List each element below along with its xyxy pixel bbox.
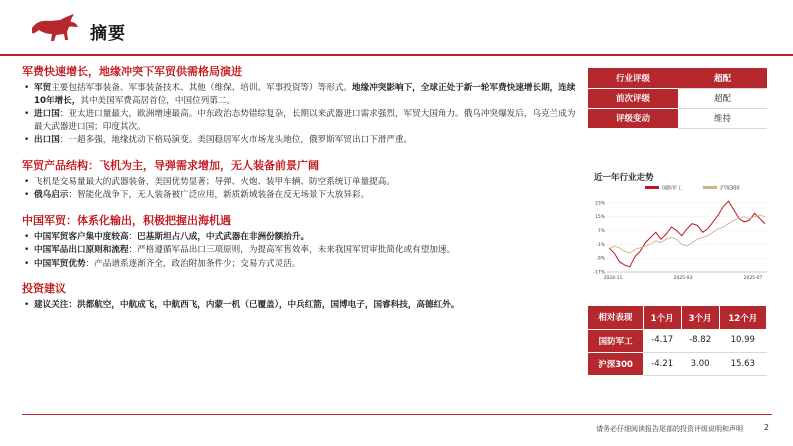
rating-table bbox=[588, 68, 767, 129]
cell-3m: 3.00 bbox=[681, 352, 719, 375]
section-title: 军贸产品结构：飞机为主，导弹需求增加，无人装备前景广阔 bbox=[22, 158, 319, 172]
section-china-trade bbox=[22, 213, 582, 271]
rating-key: 评级变动 bbox=[588, 108, 678, 128]
y-tick-label: 7% bbox=[597, 229, 605, 235]
bullet-label: 军贸 bbox=[34, 83, 52, 93]
section-product-structure bbox=[22, 158, 582, 202]
chart-axes bbox=[593, 200, 767, 281]
bullet-text: ：亚太进口量最大，欧洲增速最高。中东政治态势错综复杂，长期以来武器进口需求强烈，军贸大国角力。俄乌冲突爆发后，乌克兰成为最大武器进口国；印度其次。 bbox=[34, 109, 576, 132]
list-item bbox=[22, 231, 582, 244]
legend-label-defense: 国防军工 bbox=[662, 185, 683, 192]
rating-value: 超配 bbox=[678, 88, 767, 108]
column-header: 12个月 bbox=[719, 306, 766, 329]
page-header bbox=[0, 0, 793, 56]
list-item bbox=[22, 189, 582, 202]
bullet-text: ：一超多强，地缘扰动下格局演变。美国稳居军火市场龙头地位，俄罗斯军贸出口下滑严重。 bbox=[59, 135, 413, 145]
x-tick-label: 2025-03 bbox=[673, 276, 693, 281]
footer-divider bbox=[22, 414, 772, 415]
y-tick-label: -9% bbox=[596, 256, 605, 262]
series-line-defense bbox=[609, 201, 765, 267]
list-item bbox=[22, 108, 582, 133]
cell-3m: -8.82 bbox=[681, 329, 719, 352]
bullet-text: ：产品谱系逐渐齐全，政治附加条件少；交易方式灵活。 bbox=[85, 258, 301, 269]
x-tick-label: 2025-07 bbox=[743, 276, 763, 281]
y-tick-label: -17% bbox=[593, 270, 605, 276]
table-row bbox=[588, 88, 767, 108]
bullet-text: ：智能化战争下，无人装备被广泛应用，新质新域装备在反无场景下大放异彩。 bbox=[68, 190, 370, 200]
table-header-row bbox=[588, 306, 767, 329]
y-tick-label: -1% bbox=[596, 242, 605, 248]
bullet-text: ：严格遵循军品出口三项原则，为提高军售效率，未来我国军贸审批简化或有望加速。 bbox=[128, 245, 456, 255]
page-title: 摘要 bbox=[90, 24, 126, 44]
cell-12m: 15.63 bbox=[719, 352, 766, 375]
table-row bbox=[588, 68, 767, 88]
x-tick-label: 2024-11 bbox=[603, 276, 623, 281]
bullet-label: 建议关注：洪都航空，中航成飞，中航西飞，内蒙一机（已覆盖），中兵红箭，国博电子，国睿科技，高德红外。 bbox=[34, 300, 460, 310]
summary-body bbox=[22, 64, 582, 313]
legend-label-hs300: 沪深300 bbox=[720, 185, 740, 192]
rating-key: 行业评级 bbox=[588, 68, 678, 88]
bull-logo-icon bbox=[30, 8, 80, 48]
y-tick-label: 23% bbox=[594, 201, 605, 207]
list-item bbox=[22, 176, 582, 189]
legend-swatch-defense bbox=[645, 186, 659, 189]
cell-1m: -4.17 bbox=[643, 329, 681, 352]
y-tick-label: 15% bbox=[594, 215, 605, 221]
chart-legend bbox=[645, 185, 740, 192]
list-item bbox=[22, 244, 582, 257]
cell-1m: -4.21 bbox=[643, 352, 681, 375]
bullet-label: 中国军品出口原则和流程 bbox=[34, 245, 129, 255]
chart-title: 近一年行业走势 bbox=[594, 173, 654, 183]
section-military-spending bbox=[22, 64, 582, 147]
performance-table bbox=[588, 306, 767, 376]
bullet-label: 进口国 bbox=[34, 109, 60, 119]
bullet-text: 主要包括军事装备、军事装备技术、其他（维保、培训、军事投资等）等形式。 bbox=[51, 83, 352, 93]
rating-value: 超配 bbox=[678, 68, 767, 88]
bullet-label: 中国军贸优势 bbox=[34, 258, 86, 269]
list-item bbox=[22, 82, 582, 107]
footer-disclaimer: 请务必仔细阅读报告尾部的投资评级说明和声明 bbox=[596, 425, 743, 433]
column-header: 3个月 bbox=[681, 306, 719, 329]
section-investment-advice bbox=[22, 281, 582, 312]
list-item bbox=[22, 299, 582, 312]
header-divider bbox=[0, 54, 793, 56]
column-header: 1个月 bbox=[643, 306, 681, 329]
table-row bbox=[588, 108, 767, 128]
cell-12m: 10.99 bbox=[719, 329, 766, 352]
section-title: 军费快速增长，地缘冲突下军贸供需格局演进 bbox=[22, 65, 242, 78]
chart-lines bbox=[609, 201, 765, 267]
table-row bbox=[588, 352, 767, 375]
section-title: 中国军贸：体系化输出，积极把握出海机遇 bbox=[22, 213, 231, 227]
bullet-label: 俄乌启示 bbox=[34, 190, 69, 200]
rating-key: 前次评级 bbox=[588, 88, 678, 108]
rating-value: 维持 bbox=[678, 108, 767, 128]
row-name: 沪深300 bbox=[588, 352, 643, 375]
list-item bbox=[22, 258, 582, 271]
list-item bbox=[22, 134, 582, 147]
legend-swatch-hs300 bbox=[703, 186, 717, 189]
row-name: 国防军工 bbox=[588, 329, 643, 352]
bullet-emphasis: 地缘冲突影响下，全球正处于新一轮军费快速增长期，连续10年增长， bbox=[34, 83, 576, 106]
bullet-label: 出口国 bbox=[34, 135, 60, 145]
bullet-text: ： bbox=[128, 231, 138, 242]
bullet-label: 中国军贸客户集中度较高 bbox=[34, 231, 129, 242]
section-title: 投资建议 bbox=[22, 282, 66, 295]
column-header: 相对表现 bbox=[588, 306, 643, 329]
table-row bbox=[588, 329, 767, 352]
page-number: 2 bbox=[763, 423, 769, 432]
bullet-text: 飞机是交易量最大的武器装备，美国优势显著；导弹、火炮、装甲车辆、防空系统订单量提高。 bbox=[34, 176, 395, 187]
bullet-emphasis: 巴基斯坦占八成，中式武器在非洲份额抬升。 bbox=[137, 231, 310, 242]
bullet-text: 其中美国军费高居首位，中国位列第二。 bbox=[80, 95, 236, 106]
industry-trend-chart bbox=[585, 180, 775, 290]
